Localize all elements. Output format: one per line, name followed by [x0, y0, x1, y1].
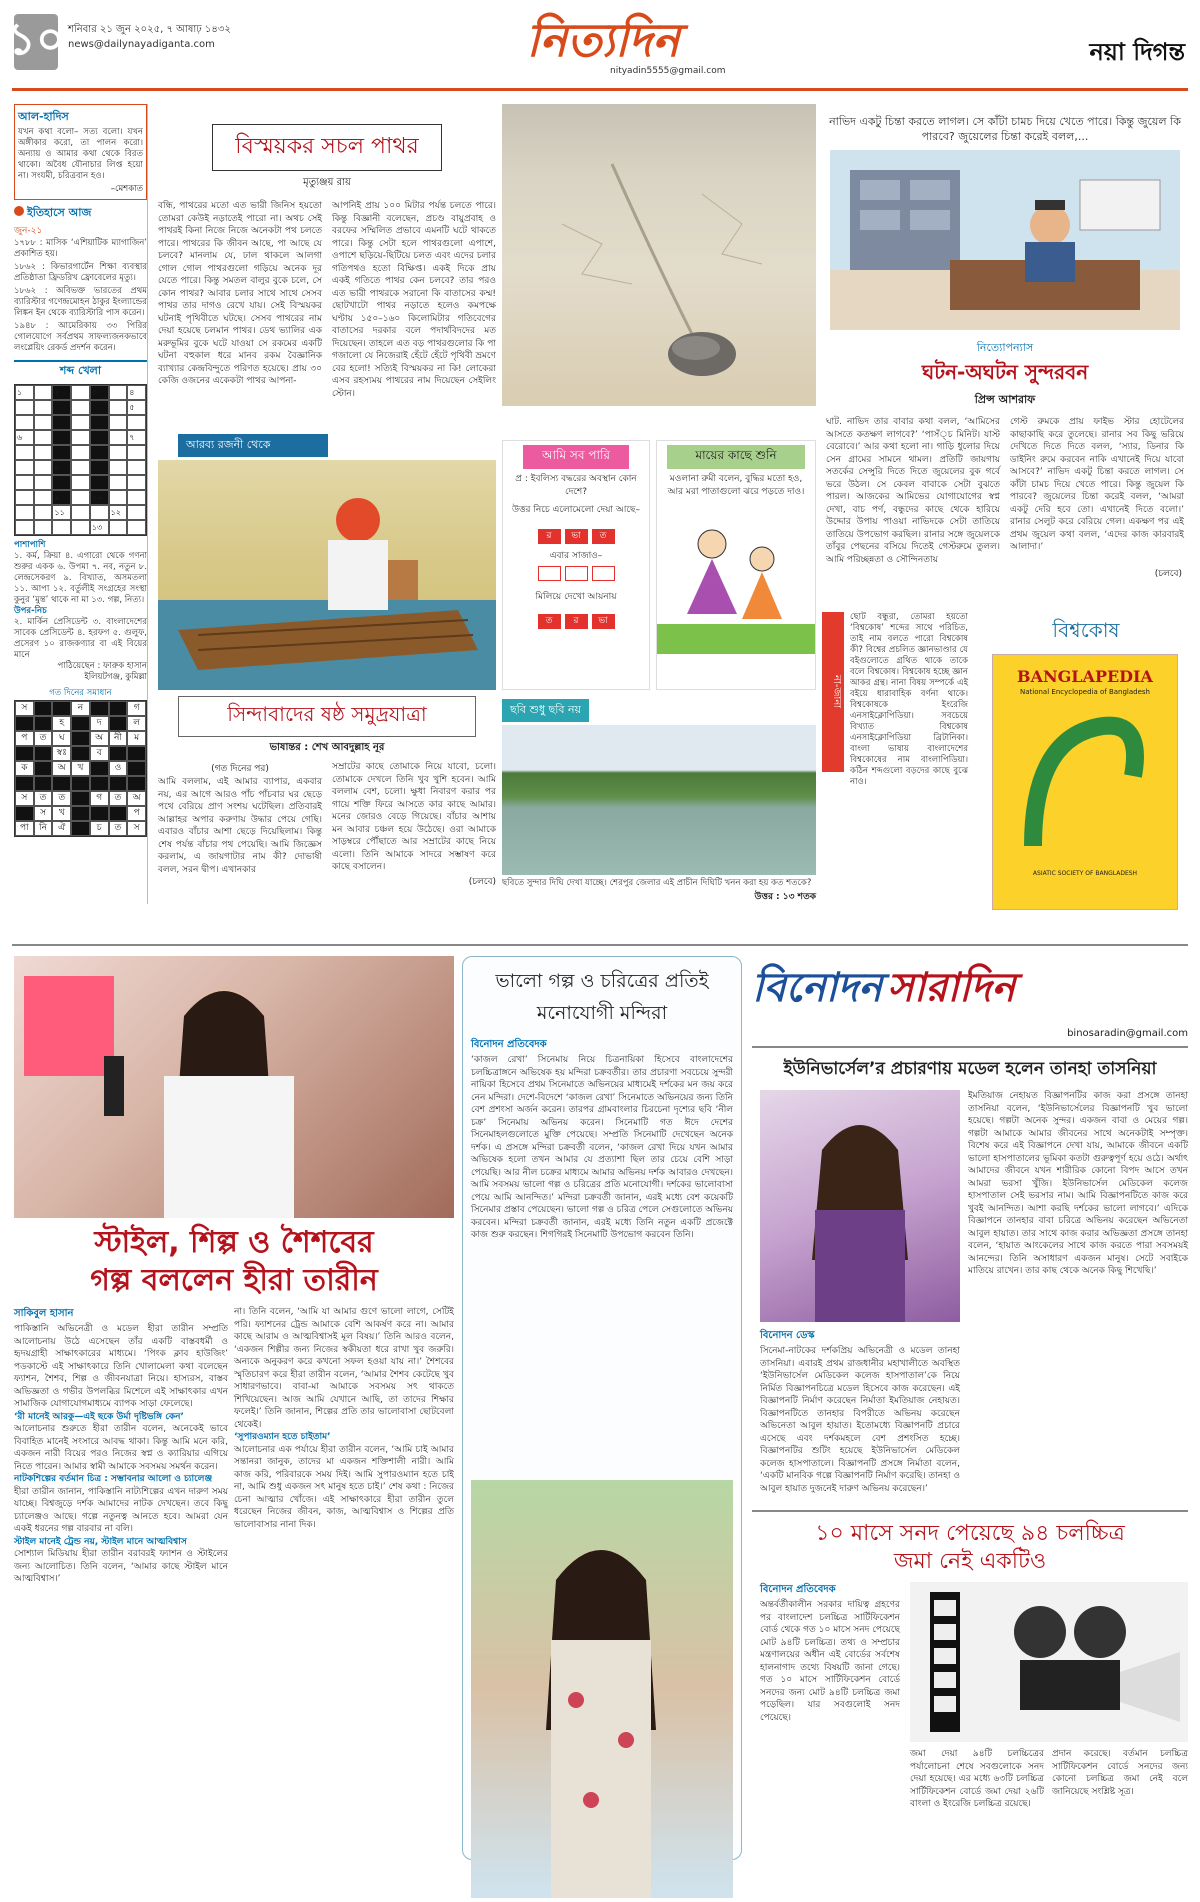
- novel-cont: (চলবে): [1154, 569, 1182, 579]
- crossword-cell: [71, 475, 90, 490]
- films-headline: ১০ মাসে সনদ পেয়েছে ৯৪ চলচ্চিত্র জমা নেই একটিও: [815, 1521, 1125, 1574]
- crossword-cell: ১১: [52, 505, 71, 520]
- crossword-cell: ২: [52, 385, 71, 400]
- hira-col1: সাকিবুল হাসান পাকিস্তানি অভিনেত্রী ও মডেল হীরা তারীন সম্প্রতি আলোচনায় উঠে এসেছেন তাঁর একটি বাস্তবধর্মী ও হৃদয়গ্রাহী সাক্ষাৎকারের মাধ্যমে। ‘পিংক ক্লাব হাউজিং’ পডকাস্টে এই সাক্ষাৎকারে তিনি খোলামেলা কথা বলেছেন ফ্যাশন, শৈশব, শিল্প ও জীবনযাত্রা নিয়ে। হাস্যরস, বাস্তব অভিজ্ঞতা ও গভীর উপলব্ধির মিশেলে এই সাক্ষাৎকার এখন সামাজিক যোগাযোগমাধ্যমে ব্যাপক সাড়া ফেলেছে। ‘রী মানেই আরকু—এই ছকে উর্মা দৃষ্টিভঙ্গি কেন’ আলোচনার শুরুতে হীরা তারীন বলেন, অনেকেই ভাবে বিবাহিত মানেই সংসারে আবদ্ধ থাকা। কিন্তু আমি মনে করি, একজন নারী বিয়ের পরও নিজের স্বপ্ন ও ক্যারিয়ার এগিয়ে নিতে পারেন। আমার স্বামী আমাকে সবসময় সমর্থন করেন। নাটকশিল্পের বর্তমান চিত্র : সম্ভাবনার আলো ও চ্যালেঞ্জ হীরা তারীন জানান, পাকিস্তানি নাট্যশিল্পের এখন দারুণ সময় যাচ্ছে। বিশ্বজুড়ে দর্শক আমাদের নাটক দেখছেন। তবে কিছু চ্যালেঞ্জও আছে। গল্পে নতুনত্ব আনতে হবে। আমরা যেন একই ধরনের গল্প বারবার না বলি। স্টাইল মানেই ট্রেন্ড নয়, স্টাইল মানে আত্মবিশ্বাস সোশ্যাল মিডিয়ায় হীরা তারীন বরাবরই ফ্যাশন ও স্টাইলের জন্য আলোচিত। তিনি বলেন, ‘আমার কাছে স্টাইল মানে আত্মবিশ্বাস।’: [14, 1308, 228, 1584]
- novel-col1: ঘাট. নাভিদ তার বাবার কথা বলল, ‘আমিসের আসতে কতক্ষণ লাগবে?’ ‘পাসঁ্চ মিনিট। যাস্ট বেরোবে।’ আর কথা হলো না। গাড়ি ধুলোর দিয়ে সেন গ্রামের সামনে থামল। প্রতিটি জায়গায় সতর্কের সেন্সুরি দিতে দিতে জুয়েলের বুক গর্বে ভরে উঠল। সে কেবল বাবাকে সেটা বুঝতে পারল। আজকের আমিভের যোগাযোগের স্বপ্ন দেখা, বাচ পর্ণ, বন্ধুদের কাছে থেকে হারিয়ে উদ্দোর উপায় পাওয়া নাভিদকে সেটা তাতিয়ে তাতিয়ে উপভোগ করছিল। রানার সঙ্গে জুয়েলকে তাঁবুর পেছনের বসিয়ে দিতেই গেস্টরুমে তুলল। আমি পরিচ্ছন্নতা ও সৌন্দিনতায়: [826, 417, 1000, 565]
- solution-cell: [71, 716, 90, 731]
- solution-cell: [34, 701, 53, 716]
- solution-cell: [109, 701, 128, 716]
- mandira-title2: মনোযোগী মন্দিরা: [536, 1002, 668, 1024]
- crossword-cell: [127, 445, 146, 460]
- desert-track-illustration: [502, 104, 816, 406]
- banglapedia-book: [992, 654, 1178, 910]
- solution-cell: [109, 716, 128, 731]
- solution-cell: প: [127, 806, 146, 821]
- solution-cell: হ: [52, 716, 71, 731]
- masthead-email: nityadin5555@gmail.com: [610, 66, 726, 76]
- ami-cells1: র ভা ত: [503, 523, 649, 544]
- crossword-cell: [90, 430, 109, 445]
- crossword-cell: [34, 400, 53, 415]
- header-meta: [68, 22, 368, 52]
- pond-photo: [502, 725, 816, 875]
- crossword-cell: [15, 505, 34, 520]
- crossword-cell: [71, 520, 90, 535]
- crossword-cell: ১২: [109, 505, 128, 520]
- solution-cell: চ: [90, 821, 109, 836]
- solution-cell: [90, 701, 109, 716]
- solution-cell: [34, 761, 53, 776]
- solution-cell: [15, 806, 34, 821]
- tanha-byline: বিনোদন ডেস্ক: [760, 1330, 815, 1341]
- novel-article: [822, 104, 1188, 604]
- solution-cell: [127, 746, 146, 761]
- solution-cell: [90, 776, 109, 791]
- jano-label: না-জানা: [822, 612, 844, 772]
- history-item: ১৯৪৮ : আমেরিকায় ৩৩ পিরির গোলযোগে সর্বপ্রথম সাফল্যজনকভাবে লংপ্লেয়িং রেকর্ড প্রদর্শন করেন।: [14, 321, 147, 353]
- crossword-cell: [15, 475, 34, 490]
- history-title: ইতিহাসে আজ: [14, 204, 147, 223]
- crossword-cell: [52, 475, 71, 490]
- crossword-cell: ১: [15, 385, 34, 400]
- crossword-cell: [109, 490, 128, 505]
- history-item: ১৮৬২ : কিভারগার্টেন শিক্ষা ব্যবস্থার প্রতিষ্ঠাতা ফ্রিডরিখ ফ্রোবেলের মৃত্যু।: [14, 262, 147, 283]
- solution-cell: ত: [109, 821, 128, 836]
- mother-text: মওলানা রুমী বলেন, বুদ্ধির মতো হও, আর মরা পাতাগুলো ঝরে পড়তে দাও।: [667, 474, 805, 497]
- ami-hint2: এবার সাজাও–: [549, 550, 603, 561]
- sindbad-cont: (চলবে): [468, 876, 496, 887]
- solution-grid: [14, 700, 147, 837]
- solution-cell: ল: [127, 716, 146, 731]
- crossword-cell: [52, 415, 71, 430]
- solution-cell: [52, 701, 71, 716]
- history-item: ১৭৮৮ : মাসিক ‘এশিয়াটিক ম্যাগাজিন’ প্রকাশিত হয়।: [14, 238, 147, 259]
- ami-empty-cells: [503, 566, 649, 585]
- crossword-cell: ১০: [90, 490, 109, 505]
- left-column: [14, 104, 148, 904]
- solution-cell: [52, 776, 71, 791]
- crossword-cell: [127, 520, 146, 535]
- films-byline: বিনোদন প্রতিবেদক: [760, 1584, 836, 1595]
- crossword-cell: [15, 460, 34, 475]
- solution-cell: খ: [71, 761, 90, 776]
- stone-col2: আপনিই প্রায় ১০০ মিটার পর্যন্ত চলতে পারে। কিন্তু বিজ্ঞানী বলেছেন, প্রচণ্ড বায়ুপ্রবাহ ও বরফের সম্মিলিত প্রভাবে এমনটি ঘটে থাকতে পারে। কিন্তু সেটা হলে পাথরগুলো এপাশে, ওপাশে ছড়িয়ে-ছিটিয়ে চলত এবং এদের চলার গতিপথও হতো বিক্ষিপ্ত। একই দিকে প্রায় একই গতিতে পাথর কেন চলবে? তার পরও এত ভারী পাথরকে সরানো কি বাতাসের কম্ম! ছোটখাটো পাথর নড়াতে হলেও কমপক্ষে ঘণ্টায় ১৫০–১৬০ কিলোমিটার গতিবেগের বাতাসের দরকার বলে পদার্থবিদদের মত দিয়েছেন। তাহলে এত বড় পাথরগুলোর কি পা গজালো যে নিজেরাই হেঁটে হেঁটে পৃথিবী ভ্রমণে বের হলো! সত্যিই বিস্ময়কর না কি! লোকেরা এসব রহস্যময় পাথরের নাম দিয়েছেন সেইলিং স্টোন।: [332, 201, 496, 399]
- crossword-cell: [127, 415, 146, 430]
- photo-box: [502, 698, 816, 908]
- crossword-cell: [34, 430, 53, 445]
- sailing-stone-photo: [502, 104, 816, 406]
- crossword-cell: [34, 475, 53, 490]
- paper-logo: নয়া দিগন্ত: [1089, 38, 1185, 66]
- crossword-cell: ১৩: [90, 520, 109, 535]
- solution-cell: [109, 776, 128, 791]
- jano-title: বিশ্বকোষ: [1052, 618, 1120, 642]
- solution-cell: স: [34, 806, 53, 821]
- mandira-photo: [471, 1480, 733, 1898]
- crossword-cell: [71, 415, 90, 430]
- tanha-title: ইউনিভার্সেল’র প্রচারণায় মডেল হলেন তানহা তাসনিয়া: [783, 1059, 1157, 1079]
- solution-cell: খ: [52, 806, 71, 821]
- sindbad-article: [158, 434, 496, 934]
- crossword-cell: [34, 505, 53, 520]
- crossword-cell: [52, 445, 71, 460]
- tanha-col: ইমতিয়াজ নেহায়ত বিজ্ঞাপনটির কাজ করা প্রসঙ্গে তানহা তাসনিয়া বলেন, ‘ইউনিভার্সেলের বিজ্ঞাপনটি খুব ভালো হয়েছে। গল্পটা অনেক সুন্দর। একজন বাবা ও মেয়ের গল্প। গল্পটা আমাকে আমার জীবনের সাথে অনেকটাই সম্পৃক্ত। বিশেষ করে এই বিজ্ঞাপনে দেখা যায়, আমাকে জীবনে একটি ভালো হাসপাতালের ভূমিকা কতটা গুরুত্বপূর্ণ হয়ে ওঠে। অর্থাৎ আমাদের জীবনে যখন শারীরিক কোনো বিপদ আসে তখন আমরা ভরসা খুঁজি। ইউনিভার্সেল মেডিকেল কলেজ হাসপাতাল সেই ভরসার নাম। আমি বিজ্ঞাপনটিতে কাজ করে খুবই আনন্দিত। আশা করছি দর্শকের ভালো লাগবে।’ এদিকে বিজ্ঞাপনে তানহার বাবা চরিত্রে অভিনয় করেছেন অভিনেতা আবুল হায়াত। তার সাথে কাজ করার অভিজ্ঞতা প্রসঙ্গে তানহা বলেন, ‘হায়াত আংকেলের সাথে কাজ করতে পারা সবসময়ই আনন্দের। তিনি অসাধারণ একজন মানুষ। সেটে সবাইকে মাতিয়ে রাখেন। তার কাছ থেকে অনেক কিছু শিখেছি।’: [968, 1091, 1188, 1276]
- binodon-email: binosaradin@gmail.com: [1067, 1028, 1188, 1039]
- tanha-photo: [760, 1090, 960, 1322]
- novel-illustration: [830, 150, 1180, 330]
- crossword-cell: [109, 520, 128, 535]
- solution-cell: ব: [90, 746, 109, 761]
- crossword-cell: [34, 445, 53, 460]
- crossword-cell: [52, 400, 71, 415]
- novel-col2: গেস্ট রুমকে প্রায় ফাইভ স্টার হোটেলের কাছাকাছি করে তুলেছে। রানার সব কিছু ভরিয়ে দেখিতে দিতে দিতে বলল, ‘স্যার, ডিনার কি ডাইনিং রুমে করবেন নাকি এখানেই দিয়ে যাবো আসবে?’ নাভিদ একটু চিন্তা করতে লাগল। সে কাঁটা চামচ দিয়ে খেতে পারে। কিন্তু জুয়েল কি পারবে? জুয়েলের চিন্তা করেই বলল, ‘আমরা একটু দেরি হবে তো। এখানেই দিতে বলো।’ রানার সেলুট করে বেরিয়ে গেল। একক্ষণ পর এই প্রথম জুয়েল কথা বলল, ‘এদের কাজ কারবারই আলাদা।’: [1010, 417, 1184, 552]
- solution-cell: স: [15, 791, 34, 806]
- crossword-cell: [34, 460, 53, 475]
- solution-cell: স: [15, 701, 34, 716]
- solution-cell: অ: [127, 791, 146, 806]
- sindbad-col2: সম্রাটের কাছে তোমাকে নিয়ে যাবো, চলো। তোমাকে দেখলে তিনি খুব খুশি হবেন। আমি বললাম বেশ, চলো। ক্ষুধা নিবারণ করার পর গায়ে শক্তি ফিরে আসতে কার কাছে আমার। মনের জোরও বেড়ে গিয়েছে। বাঁচার আশায় মন আবার চঞ্চল হয়ে উঠেছে। ওরা আমাকে সাড়ম্বরে পৌঁছাতে আর সম্রাটের কাছে নিয়ে এলো। তিনি আমাকে সাদরে সম্ভাষণ করে কাছে বসালেন।: [332, 762, 496, 872]
- solution-cell: ম: [127, 731, 146, 746]
- crossword-cell: [34, 385, 53, 400]
- crossword-cell: [34, 415, 53, 430]
- history-icon: [14, 206, 24, 216]
- solution-title: গত দিনের সমাধান: [49, 688, 112, 698]
- mother-title: মায়ের কাছে শুনি: [667, 445, 805, 469]
- projector-image: [910, 1582, 1188, 1742]
- sindbad-illustration: [158, 460, 496, 690]
- crossword-cell: [34, 490, 53, 505]
- crossword-cell: ৫: [127, 400, 146, 415]
- crossword-cell: [109, 445, 128, 460]
- crossword-cell: [90, 400, 109, 415]
- films-col3: প্রদান করেছে। বর্তমান চলচ্চিত্র সার্টিফিকেশন বোর্ডে সনদের জন্য কোনো চলচ্চিত্র জমা নেই বলে জানিয়েছে সংশ্লিষ্ট সূত্র।: [1052, 1749, 1188, 1797]
- crossword-cell: [34, 520, 53, 535]
- novel-label: নিত্যোপন্যাস: [976, 341, 1034, 354]
- crossword-cell: [90, 475, 109, 490]
- crossword-cell: [52, 520, 71, 535]
- mandira-byline: বিনোদন প্রতিবেদক: [471, 1039, 547, 1050]
- solution-cell: [15, 776, 34, 791]
- book-subtitle: National Encyclopedia of Bangladesh: [1020, 688, 1150, 696]
- mandira-article: [462, 956, 742, 1860]
- solution-cell: [71, 776, 90, 791]
- ami-cells2: ত র ভা: [503, 608, 649, 629]
- solution-cell: [127, 761, 146, 776]
- crossword-cell: [71, 460, 90, 475]
- sindbad-label: আরব্য রজনী থেকে: [178, 434, 328, 457]
- mandira-portrait: [471, 1480, 733, 1898]
- solution-cell: ত: [52, 791, 71, 806]
- crossword-cell: [127, 490, 146, 505]
- stone-title: বিস্ময়কর সচল পাথর: [212, 124, 442, 171]
- book-publisher: ASIATIC SOCIETY OF BANGLADESH: [1032, 870, 1138, 877]
- crossword-cell: ৭: [127, 430, 146, 445]
- films-rule: [752, 1510, 1188, 1512]
- hira-col2: না। তিনি বলেন, ‘আমি যা আমার গুণে ভালো লাগে, সেটিই পরি। ফ্যাশনের ট্রেন্ড আমাকে বেশি আকর্ষণ করে না। আমার কাছে আরাম ও আত্মবিশ্বাসই মূল বিষয়।’ তিনি আরও বলেন, ‘একজন শিল্পীর জন্য নিজের স্বকীয়তা ধরে রাখা খুব জরুরি। অন্যকে অনুকরণ করে কখনো সফল হওয়া যায় না।’ শৈশবের স্মৃতিচারণ করে হীরা তারীন বলেন, ‘আমার শৈশব কেটেছে খুব সাধারণভাবে। বাবা-মা আমাকে সবসময় সৎ থাকতে শিখিয়েছেন। আজ আমি যেখানে আছি, তা তাদের শিক্ষার ফলেই।’ তিনি জানান, শিল্পের প্রতি তার ভালোবাসা ছোটবেলা থেকেই। ‘সুপারওম্যান হতে চাইতাম’ আলোচনার এক পর্যায়ে হীরা তারীন বলেন, ‘আমি চাই আমার সন্তানরা জানুক, তাদের মা একজন শক্তিশালী নারী। আমি কাজ করি, পরিবারকে সময় দিই। আমি সুপারওম্যান হতে চাই না, আমি শুধু একজন সৎ মানুষ হতে চাই।’ শেষ কথা : নিজের চেনা আত্মার খোঁজে। এই সাক্ষাৎকারে হীরা তারীন তুলে ধরেছেন নিজের জীবন, কাজ, আত্মবিশ্বাস ও শিল্পের প্রতি ভালোবাসার নানা দিক।: [234, 1307, 454, 1530]
- solution-cell: ঘ: [52, 731, 71, 746]
- crossword-cell: [15, 490, 34, 505]
- crossword-cell: [109, 475, 128, 490]
- puzzle-clues: পাশাপাশি ১. কর্ম, ক্রিয়া ৪. এগারো থেকে গণনা শুরুর একক ৬. উপমা ৭. নব, নতুন ৮. লেন্দ্রসেকরণ ৯. বিখ্যাত, অসমতলা ১১. আপা ১২. বর্তুলীই সংগ্রহের সংস্থা কুনুর ‘মুন্ত’ থাকে না মা ১৩. গল্প, নিত্য। উপর-নিচ ২. মার্কিন প্রেসিডেন্ট ৩. বাংলাদেশের সাবেক প্রেসিডেন্ট ৪. হরফগ ৫. গুলুফ, প্রসেরণ ১০ রাজকণ্যার বা এই বিয়ের মানে পাঠিয়েছেন : ফারুক হাসান ইলিয়টগঞ্জ, কুমিল্লা: [14, 540, 147, 682]
- solution-cell: [15, 716, 34, 731]
- crossword-cell: ৩: [90, 385, 109, 400]
- crossword-cell: [71, 490, 90, 505]
- tanha-col2: বিনোদন ডেস্ক সিনেমা-নাটকের দর্শকপ্রিয় অভিনেত্রী ও মডেল তানহা তাসনিয়া। এবারই প্রথম রাজধানীর মহাখালীতে অবস্থিত ‘ইউনিভার্সেল মেডিকেল কলেজ হাসপাতাল’কে নিয়ে নির্মিত বিজ্ঞাপনচিত্রে মডেল হিসেবে কাজ করেছেন। এই বিজ্ঞাপনটি নির্মাণ করেছেন নির্মাতা ইমতিয়াজ নেহায়ত। বিজ্ঞাপনটিতে তানহার বিপরীতে অভিনয় করেছেন অভিনেতা আবুল হায়াত। ইতোমধ্যে বিজ্ঞাপনটি প্রচারে এসেছে এবং দর্শকমহলে বেশ প্রশংসিত হচ্ছে। বিজ্ঞাপনটির শুটিং হয়েছে ইউনিভার্সেল মেডিকেল কলেজ হাসপাতালে। বিজ্ঞাপনটি প্রসঙ্গে নির্মাতা বলেন, ‘একটি মানবিক গল্পে বিজ্ঞাপনটি নির্মাণ করেছি। তানহা ও আবুল হায়াত দুজনেই দারুণ অভিনয় করেছেন।’: [760, 1330, 960, 1494]
- crossword-grid: [14, 384, 147, 536]
- solution-cell: দ: [90, 716, 109, 731]
- solution-cell: [34, 746, 53, 761]
- ami-hint3: মিলিয়ে দেখো আয়নায়: [535, 592, 617, 602]
- history-date: জুন-২১: [14, 226, 43, 236]
- crossword-cell: [15, 415, 34, 430]
- crossword-cell: [15, 520, 34, 535]
- crossword-cell: ৯: [52, 490, 71, 505]
- page-number: ১০: [14, 14, 58, 70]
- history-item: ১৮৬২ : অবিভক্ত ভারতের প্রথম ব্যারিস্টার গণেন্দ্রমোহন ঠাকুর ইংল্যান্ডের লিঙ্কন ইন থেকে ব্যারিস্টারি পাস করেন।: [14, 286, 147, 318]
- tanha-portrait: [760, 1090, 960, 1322]
- solution-cell: [127, 776, 146, 791]
- stone-author: মৃত্যুঞ্জয় রায়: [303, 177, 351, 188]
- hira-photo: [14, 956, 454, 1218]
- hadis-text: যখন কথা বলো– সত্য বলো। যখন অঙ্গীকার করো, তা পালন করো। অন্যায় ও আমার কথা থেকে বিরত থাকো। অবৈধ যৌনাচার লিপ্ত হয়ো না। সংযমী, চরিত্রবান হও।: [18, 127, 143, 181]
- sindbad-col1: আমি বললাম, এই আমার ব্যাপার, একবার নয়, এর আগে আরও পাঁচ পাঁচবার ঘর ছেড়ে পথে বেরিয়ে প্রাণ সংশয় ঘটেছিল। প্রতিবারই আল্লাহর অপার করুণায় উদ্ধার পেয়ে গেছি। এবারও বাঁচার আশা ছেড়ে দিয়েছিলাম। কিন্তু শেষ পর্যন্ত বাঁচার পথ পেয়েছি। আমি জিজ্ঞেস করলাম, এ জায়গাটার নাম কী? দোভাষী বলল, সরন দ্বীপ। এখানকার: [158, 777, 322, 875]
- solution-cell: [34, 716, 53, 731]
- ami-box: [502, 440, 650, 690]
- solution-cell: [109, 746, 128, 761]
- crossword-cell: [127, 505, 146, 520]
- ami-title: আমি সব পারি: [523, 445, 629, 469]
- binodon-name2: সারাদিন: [887, 965, 1016, 1011]
- solution-cell: ক: [15, 761, 34, 776]
- children-drawing-illustration: [657, 504, 815, 654]
- solution-cell: ত: [34, 791, 53, 806]
- solution-cell: প: [15, 731, 34, 746]
- solution-cell: নি: [34, 821, 53, 836]
- solution-cell: [71, 791, 90, 806]
- crossword-cell: [127, 460, 146, 475]
- solution-cell: অ: [90, 731, 109, 746]
- mandira-title1: ভালো গল্প ও চরিত্রের প্রতিই: [495, 970, 709, 992]
- book-title: BANGLAPEDIA: [1017, 667, 1153, 686]
- binodon-name1: বিনোদন: [752, 965, 883, 1011]
- crossword-cell: [71, 430, 90, 445]
- binodon-rule: [752, 1046, 1188, 1048]
- crossword-cell: [15, 445, 34, 460]
- binodon-masthead: [752, 956, 1188, 1026]
- ami-hint1: উত্তর নিচে এলোমেলো দেয়া আছে–: [512, 505, 640, 515]
- films-col2: জমা দেয়া ৯৪টি চলচ্চিত্রের পর্যালোচনা শেষে সবগুলোকে সনদ দেয়া হয়েছে। এর মধ্যে ৬৩টি চলচ্চিত্র সার্টিফিকেশন বোর্ডে জমা দেয়া ২৬টি বাংলা ও ইংরেজি চলচ্চিত্র রয়েছে।: [910, 1749, 1044, 1809]
- crossword-cell: [109, 385, 128, 400]
- novel-title: ঘটন-অঘটন সুন্দরবন: [921, 360, 1089, 384]
- solution-cell: গ: [90, 791, 109, 806]
- crossword-cell: [127, 475, 146, 490]
- film-projector-illustration: [910, 1582, 1188, 1742]
- solution-cell: ত: [34, 731, 53, 746]
- crossword-cell: [71, 445, 90, 460]
- novel-hook: নাভিদ একটু চিন্তা করতে লাগল। সে কাঁটা চামচ দিয়ে খেতে পারে। কিন্তু জুয়েল কি পারবে? জুয়েলের চিন্তা করেই বলল,...: [829, 115, 1181, 143]
- sindbad-prev: (গত দিনের পর): [211, 764, 269, 774]
- raft-illustration: [158, 460, 496, 690]
- book-cover-art: [993, 696, 1179, 866]
- ami-question: প্র : ইবলিস্য বদ্ধরের অবস্থান কোন দেশে?: [515, 474, 637, 497]
- crossword-cell: ৪: [127, 385, 146, 400]
- crossword-cell: [71, 505, 90, 520]
- puzzle-title: শব্দ খেলা: [14, 360, 147, 381]
- solution-cell: [71, 731, 90, 746]
- crossword-cell: [90, 505, 109, 520]
- header-date: শনিবার ২১ জুন ২০২৫, ৭ আষাঢ় ১৪৩২: [68, 24, 231, 35]
- films-col1: বিনোদন প্রতিবেদক অন্তর্বর্তীকালীন সরকার দায়িত্ব গ্রহণের পর বাংলাদেশ চলচ্চিত্র সার্টিফিকেশন বোর্ড থেকে গত ১০ মাসে সনদ পেয়েছে মোট ৯৪টি চলচ্চিত্র। তথ্য ও সম্প্রচার মন্ত্রণালয়ের অধীন এই বোর্ডের সর্বশেষ হালনাগাদ তথ্যে বিষয়টি জানা গেছে। গত ১০ মাসে সার্টিফিকেশন বোর্ডে সনদের জন্য মোট ৯৪টি চলচ্চিত্র জমা পড়েছিল। যার সবগুলোই সনদ পেয়েছে।: [760, 1584, 900, 1723]
- photo-title: ছবি শুধু ছবি নয়: [502, 699, 589, 722]
- photo-caption: ছবিতে সুন্দার দিঘি দেখা যাচ্ছে। শেরপুর জেলার এই প্রাচীন দিঘিটি খনন করা হয় কত শতকে?: [502, 878, 812, 888]
- solution-cell: ঐ: [52, 821, 71, 836]
- stone-article: [158, 104, 496, 404]
- hira-headline: স্টাইল, শিল্প ও শৈশবের গল্প বললেন হীরা তারীন: [90, 1225, 378, 1298]
- jano-text: ছোট বন্ধুরা, তোমরা হয়তো ‘বিশ্বকোষ’ শব্দের সাথে পরিচিত, তাই নাম বলতে পারো বিশ্বকোষ কী? বিশ্বের প্রচলিত জ্ঞানভাণ্ডার যে বইগুলোতে গ্রথিত থাকে তাকে বলে বিশ্বকোষ। বিশ্বকোষ হচ্ছে জ্ঞান আকর গ্রন্থ। নানা বিষয় সম্পর্কে এই বইয়ে ধারাবাহিক বর্ণনা থাকে। বিশ্বকোষকে ইংরেজি এনসাইক্লোপিডিয়া। সবচেয়ে বিখ্যাত বিশ্বকোষ এনসাইক্লোপিডিয়া ব্রিটানিকা। বাংলা ভাষায় বাংলাদেশের বিশ্বকোষের নাম বাংলাপিডিয়া। কঠিন শব্দগুলো বড়দের কাছে বুঝে নাও।: [850, 612, 968, 787]
- stone-col1: বন্ধি, পাথরের মতো এত ভারী জিনিস হয়তো তোমরা কেউই নড়াতেই পারো না। অথচ সেই পাথরই কিনা নিজে নিজে অনেকটা পথ চলতে পারে। পাথরের কি জীবন আছে, পা আছে যে চলবে? মানলাম যে, ঢাল থাকলে আলগা গোল গোল পাথরগুলো গড়িয়ে অনেক দূর যেতে পারে। কিন্তু সমতল বালুর বুকে চলে, সে কোন পাথর? আবার চলার সাথে সাথে সেসব পাথর তার দাগও রেখে যায়। সেই বিস্ময়কর ঘটনাই পৃথিবীতে ঘটছে। সেসব পাথরের নাম দেয়া হয়েছে চলমান পাথর। ডেথ ভ্যালির এক মরুভূমির বুকে ঘটে যাওয়া সে রকমের একটি ঘটনা বহুকাল ধরে মানব রকম বৈজ্ঞানিক ব্যাখ্যার কেন্দ্রবিন্দুতে পরিণত হয়েছে। প্রায় ৩০ কেজি ওজনের একেকটা পাথর আপনা-: [158, 201, 322, 386]
- crossword-cell: [109, 460, 128, 475]
- section-divider: [12, 944, 1188, 946]
- solution-cell: ন: [71, 701, 90, 716]
- crossword-cell: [90, 415, 109, 430]
- solution-cell: [90, 761, 109, 776]
- crossword-cell: ৬: [15, 430, 34, 445]
- hadis-source: –মেশকাত: [110, 184, 143, 194]
- solution-cell: [15, 746, 34, 761]
- crossword-cell: [109, 400, 128, 415]
- solution-cell: [71, 746, 90, 761]
- mandira-body: ‘কাজল রেখা’ সিনেমায় নিয়ে চিত্রনায়িকা হিসেবে বাংলাদেশের চলচ্চিত্রাঙ্গনে অভিষেক হয় মন্দিরা চক্রবর্তীর। তার প্রচারণা সবচেয়ে সুন্দরী নায়িকা হিসেবে প্রথম সিনেমাতে অভিনয়ের মাধ্যমেই দর্শকের মন জয় করে নেন মন্দিরা। দেশে-বিদেশে ‘কাজল রেখা’ সিনেমাতে অভিনয়ের জন্য তিনি বেশ প্রশংসা অর্জন করেন। তারপর গ্রামবাংলার চিরচেনা দৃশ্যের ছবি ‘নীল চক্র’ সিনেমায় অভিনয় করেন। সিনেমাটি গত ঈদে দেশের সিনেমাহলগুলোতে মুক্তি পেয়েছে। সম্প্রতি সিনেমাটি দেখেছেন অনেক দর্শক। এ প্রসঙ্গে মন্দিরা চক্রবর্তী বলেন, ‘কাজল রেখা দিয়ে যখন আমার অভিষেক হলো তখন আমার যে প্রত্যাশা ছিল তার চেয়ে বেশি সাড়া পেয়েছি। আর নীল চক্রের মাধ্যমে আমার অভিনয় দর্শক আবারও দেখছেন। আমি সবসময় ভালো গল্প ও চরিত্রের প্রতি মনোযোগী। দর্শকের ভালোবাসা পেয়ে আমি আনন্দিত।’ মন্দিরা চক্রবর্তী জানান, এরই মধ্যে বেশ কয়েকটি সিনেমার প্রস্তাব পেয়েছেন। ভালো গল্প ও চরিত্র পেলে সেগুলোতে অভিনয় করবেন। মন্দিরা চক্রবর্তী জানান, এরই মধ্যে তিনি নতুন একটি প্রজেক্টে কাজ শুরু করছেন। শিগগিরই সিনেমাটি উপভোগ করবেন তিনি।: [471, 1055, 733, 1240]
- solution-cell: [109, 806, 128, 821]
- mother-box: [656, 440, 816, 690]
- solution-cell: স্বঃ: [52, 746, 71, 761]
- crossword-cell: [52, 430, 71, 445]
- crossword-cell: [71, 385, 90, 400]
- hadis-title: আল-হাদিস: [18, 110, 69, 123]
- header-rule: [12, 88, 1188, 91]
- solution-cell: অ: [52, 761, 71, 776]
- crossword-cell: [90, 445, 109, 460]
- solution-cell: স: [127, 821, 146, 836]
- solution-cell: পা: [15, 821, 34, 836]
- crossword-cell: [109, 430, 128, 445]
- hira-byline: সাকিবুল হাসান: [14, 1308, 74, 1319]
- sindbad-title: সিন্দাবাদের ষষ্ঠ সমুদ্রযাত্রা: [178, 696, 476, 737]
- solution-cell: ত: [109, 791, 128, 806]
- crossword-cell: [90, 460, 109, 475]
- crossword-cell: [15, 400, 34, 415]
- hira-portrait: [14, 956, 454, 1218]
- solution-cell: ও: [109, 761, 128, 776]
- hadis-box: [14, 104, 147, 200]
- solution-cell: [71, 806, 90, 821]
- solution-cell: গ: [127, 701, 146, 716]
- crossword-cell: [109, 415, 128, 430]
- photo-answer: উত্তর : ১৩ শতক: [754, 892, 816, 902]
- header-email: news@dailynayadiganta.com: [68, 39, 215, 50]
- solution-cell: [90, 806, 109, 821]
- office-scene-illustration: [830, 150, 1180, 330]
- solution-cell: [34, 776, 53, 791]
- crossword-cell: ৮: [52, 460, 71, 475]
- masthead-title: নিত্যদিন: [526, 13, 680, 67]
- crossword-cell: [71, 400, 90, 415]
- history-list: [14, 238, 147, 354]
- novel-author: প্রিন্স আশরাফ: [974, 393, 1036, 406]
- sindbad-translator: ভাষান্তর : শেখ আবদুল্লাহ নূর: [269, 742, 385, 753]
- solution-cell: [71, 821, 90, 836]
- solution-cell: নী: [109, 731, 128, 746]
